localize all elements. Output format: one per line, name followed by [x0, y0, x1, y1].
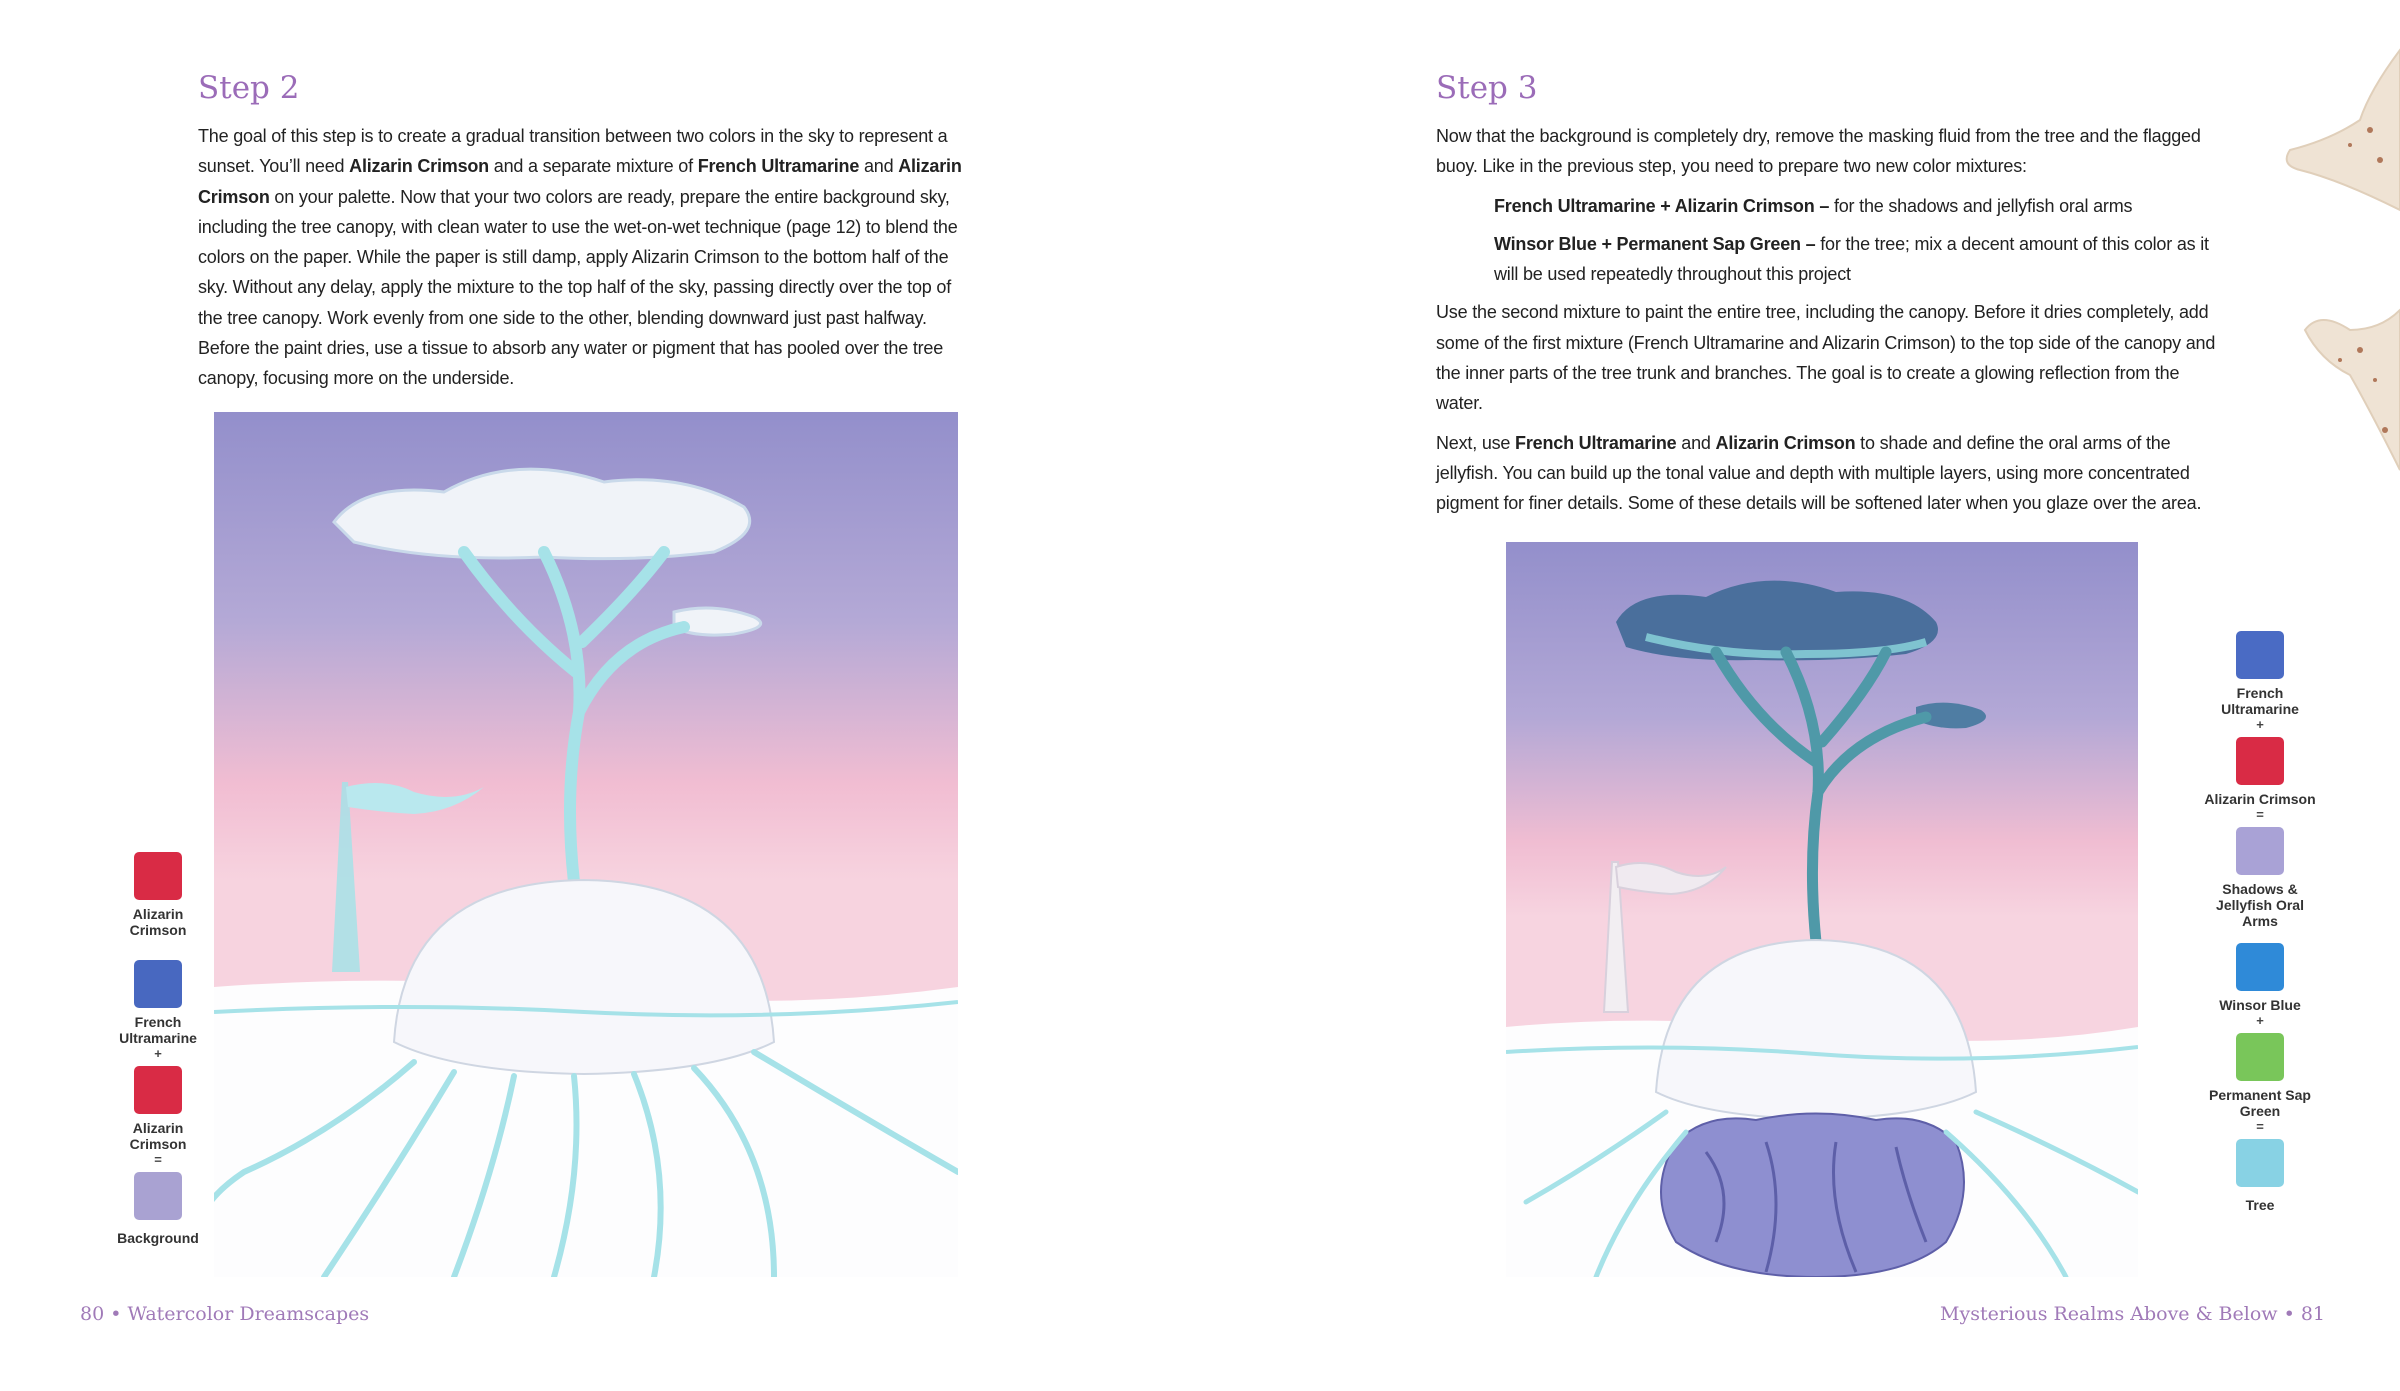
swatch-alizarin-crimson-2 [108, 1066, 208, 1168]
swatch-label: Permanent Sap Green [2209, 1087, 2311, 1119]
color-name: Alizarin Crimson [349, 156, 489, 177]
text-run: and [1676, 432, 1716, 453]
swatch-chip [134, 852, 182, 900]
swatch-chip [134, 1066, 182, 1114]
swatch-french-ultramarine [2200, 631, 2320, 733]
swatch-label: Background [117, 1230, 199, 1246]
mixture-2-use: for the tree; mix a decent amount of this color as it will be used repeatedly throughout this project [1494, 233, 2209, 285]
swatch-label: Alizarin Crimson [129, 906, 187, 938]
step-2-painting [214, 412, 958, 1277]
swatch-chip [2236, 737, 2284, 785]
plus-sign: + [154, 1046, 162, 1061]
mixture-2-name: Winsor Blue + Permanent Sap Green – [1494, 233, 1816, 254]
swatch-chip [2236, 1033, 2284, 1081]
step-3-painting [1506, 542, 2138, 1277]
swatch-alizarin-crimson [108, 852, 208, 938]
mixture-1-name: French Ultramarine + Alizarin Crimson – [1494, 195, 1830, 216]
text-run: and [859, 156, 899, 177]
swatch-winsor-blue [2200, 943, 2320, 1029]
swatch-alizarin-crimson [2200, 737, 2320, 823]
step-2-title: Step 2 [198, 70, 300, 106]
swatch-label: Alizarin Crimson [129, 1120, 187, 1152]
step-3-paragraph-2: Use the second mixture to paint the entire tree, including the canopy. Before it dries completely, add some of the first mixture (French Ultramarine and Alizarin Crimson) to the top side of the canopy and the inner parts of the tree trunk and branches. The goal is to create a glowing reflection from the water. [1436, 302, 2216, 414]
swatch-label: French Ultramarine [119, 1014, 197, 1046]
swatch-label: Alizarin Crimson [2204, 791, 2316, 807]
swatch-label: French Ultramarine [2221, 685, 2299, 717]
equals-sign: = [2256, 807, 2264, 822]
color-name: Alizarin Crimson [198, 156, 962, 207]
mixture-1 [1436, 191, 2226, 221]
right-swatch-column [2200, 631, 2320, 1213]
swatch-chip [134, 960, 182, 1008]
swatch-chip [2236, 943, 2284, 991]
step-3-paragraph-3 [1436, 428, 2226, 519]
step-3-text [1436, 121, 2226, 519]
swatch-chip [2236, 827, 2284, 875]
right-page [1200, 0, 2400, 1391]
swatch-permanent-sap-green [2200, 1033, 2320, 1135]
swatch-tree [2200, 1139, 2320, 1213]
mixture-2 [1436, 229, 2226, 290]
swatch-shadows-oral-arms [2200, 827, 2320, 929]
swatch-label: Shadows & Jellyfish Oral Arms [2216, 881, 2304, 929]
plus-sign: + [2256, 1013, 2264, 1028]
swatch-chip [2236, 1139, 2284, 1187]
equals-sign: = [154, 1152, 162, 1167]
text-run: on your palette. Now that your two colors are ready, prepare the entire background sky, including the tree canopy, with clean water to use the wet-on-wet technique (page 12) to blend the colors on the paper. While the paper is still damp, apply Alizarin Crimson to the bottom half of the sky. Without any delay, apply the mixture to the top half of the sky, passing directly over the top of the tree canopy. Work evenly from one side to the other, blending downward just past halfway. Before the paint dries, use a tissue to absorb any water or pigment that has pooled over the tree canopy, focusing more on the underside. [198, 186, 958, 389]
swatch-chip [2236, 631, 2284, 679]
mixture-1-use: for the shadows and jellyfish oral arms [1829, 195, 2133, 216]
left-folio: 80 • Watercolor Dreamscapes [80, 1303, 370, 1325]
step-3-illustration [1506, 542, 2138, 1277]
step-2-paragraph [198, 121, 978, 394]
text-run: to shade and define the oral arms of the jellyfish. You can build up the tonal value and depth with multiple layers, using more concentrated pigment for finer details. Some of these details will be softened later when you glaze over the area. [1436, 432, 2202, 514]
left-swatch-column [108, 852, 208, 1246]
swatch-label: Tree [2245, 1197, 2275, 1213]
text-run: Next, use [1436, 432, 1516, 453]
right-folio: Mysterious Realms Above & Below • 81 [1940, 1303, 2325, 1325]
coral-decoration-icon [2250, 30, 2400, 500]
text-run: The goal of this step is to create a gradual transition between two colors in the sky to represent a sunset. You’ll need [198, 126, 948, 177]
text-run: and a separate mixture of [488, 156, 698, 177]
step-2-illustration [214, 412, 958, 1277]
equals-sign: = [2256, 1119, 2264, 1134]
swatch-french-ultramarine [108, 960, 208, 1062]
step-3-title: Step 3 [1436, 70, 1538, 106]
color-name: French Ultramarine [697, 156, 860, 177]
swatch-background [108, 1172, 208, 1246]
step-3-intro: Now that the background is completely dry, remove the masking fluid from the tree and the flagged buoy. Like in the previous step, you need to prepare two new color mixtures: [1436, 126, 2201, 177]
color-name: French Ultramarine [1515, 432, 1677, 453]
color-name: Alizarin Crimson [1715, 432, 1856, 453]
swatch-label: Winsor Blue [2219, 997, 2301, 1013]
swatch-chip [134, 1172, 182, 1220]
plus-sign: + [2256, 717, 2264, 732]
